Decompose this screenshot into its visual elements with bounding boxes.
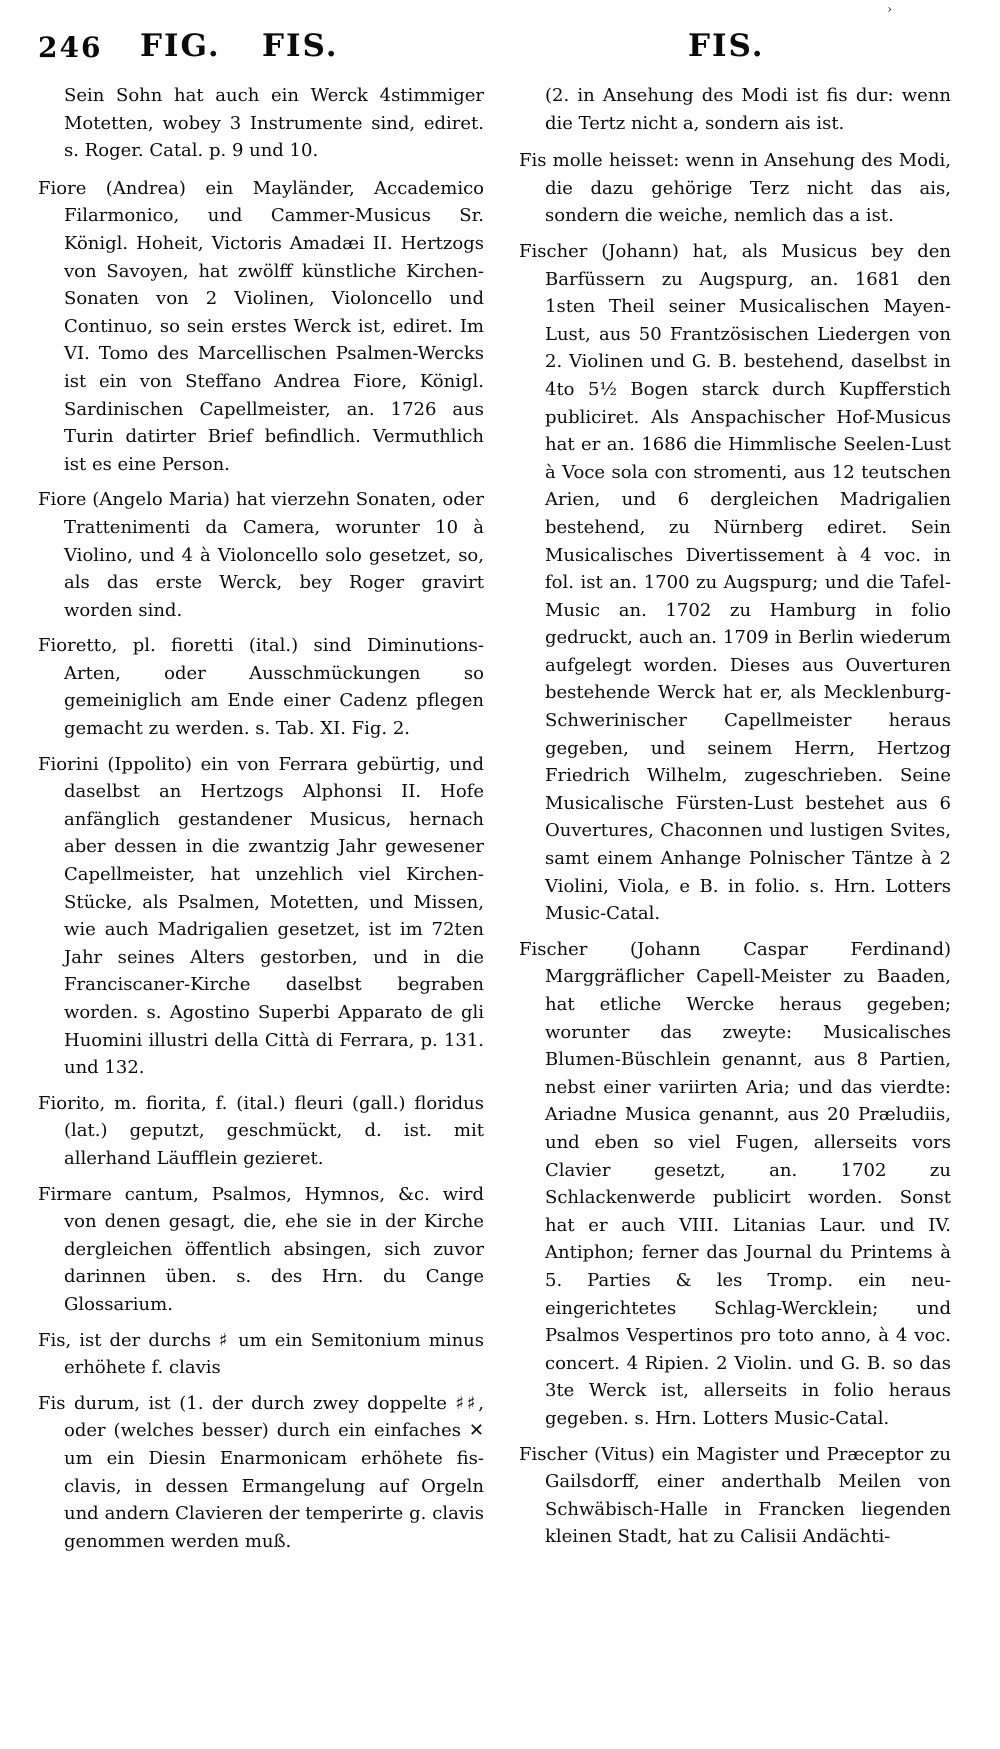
running-head-left-end: FIS.: [262, 28, 339, 64]
dictionary-entry: Fischer (Vitus) ein Magister und Præceptor zu Gailsdorff, einer anderthalb Meilen von Schwäbisch-Halle in Francken liegenden kleinen Stadt, hat zu Calisii Andächti-: [519, 1443, 951, 1548]
dictionary-entry: Fiore (Angelo Maria) hat vierzehn Sonaten, oder Trattenimenti da Camera, worunter 10 à Violino, und 4 à Violoncello solo gesetzet, so, als das erste Werck, bey Roger gravirt worden sind.: [38, 489, 484, 621]
dictionary-entry: Fis, ist der durchs ♯ um ein Semitonium minus erhöhete f. clavis: [38, 1329, 484, 1379]
entry-continuation: (2. in Ansehung des Modi ist fis dur: wenn die Tertz nicht a, sondern ais ist.: [545, 85, 951, 134]
page-number: 246: [38, 31, 103, 64]
dictionary-entry: Fis molle heisset: wenn in Ansehung des Modi, die dazu gehörige Terz nicht das ais, sondern die weiche, nemlich das a ist.: [519, 150, 951, 227]
running-head-left-start: FIG.: [140, 28, 221, 64]
dictionary-entry: Fis durum, ist (1. der durch zwey doppelte ♯♯, oder (welches besser) durch ein einfaches ✕ um ein Diesin Enarmonicam erhöhete fis-clavis, in dessen Ermangelung auf Orgeln und andern Clavieren der temperirte g. clavis genommen werden muß.: [38, 1392, 484, 1552]
left-column: [38, 82, 484, 1742]
dictionary-entry: Sein Sohn hat auch ein Werck 4stimmiger Motetten, wobey 3 Instrumente sind, ediret. s. Roger. Catal. p. 9 und 10.: [64, 85, 484, 162]
dictionary-entry: Fischer (Johann) hat, als Musicus bey den Barfüssern zu Augspurg, an. 1681 den 1sten Theil seiner Musicalischen Mayen-Lust, aus 50 Frantzösischen Liedergen von 2. Violinen und G. B. bestehend, daselbst in 4to 5½ Bogen starck durch Kupfferstich publiciret. Als Anspachischer Hof-Musicus hat er an. 1686 die Himmlische Seelen-Lust à Voce sola con stromenti, aus 12 teutschen Arien, und 6 dergleichen Madrigalien bestehend, zu Nürnberg ediret. Sein Musicalisches Divertissement à 4 voc. in fol. ist an. 1700 zu Augspurg; und die Tafel-Music an. 1702 zu Hamburg in folio gedruckt, auch an. 1709 in Berlin wiederum aufgelegt worden. Dieses aus Ouverturen bestehende Werck hat er, als Mecklenburg-Schwerinischer Capellmeister heraus gegeben, und seinem Herrn, Hertzog Friedrich Wilhelm, zugeschrieben. Seine Musicalische Fürsten-Lust bestehet aus 6 Ouvertures, Chaconnen und lustigen Svites, samt einem Anhange Polnischer Täntze à 2 Violini, Viola, e B. in folio. s. Hrn. Lotters Music-Catal.: [519, 240, 951, 925]
dictionary-entry: Fioretto, pl. fioretti (ital.) sind Diminutions-Arten, oder Ausschmückungen so gemeiniglich am Ende einer Cadenz pflegen gemacht zu werden. s. Tab. XI. Fig. 2.: [38, 635, 484, 740]
dictionary-entry: Fiorito, m. fiorita, f. (ital.) fleuri (gall.) floridus (lat.) geputzt, geschmückt, d. ist. mit allerhand Läufflein gezieret.: [38, 1092, 484, 1169]
right-column: [519, 82, 951, 1742]
dictionary-entry: Firmare cantum, Psalmos, Hymnos, &c. wird von denen gesagt, die, ehe sie in der Kirche dergleichen öffentlich absingen, sich zuvor darinnen üben. s. des Hrn. du Cange Glossarium.: [38, 1183, 484, 1315]
margin-mark: ›: [887, 2, 892, 16]
dictionary-entry: Fiore (Andrea) ein Mayländer, Accademico Filarmonico, und Cammer-Musicus Sr. Königl. Hoheit, Victoris Amadæi II. Hertzogs von Savoyen, hat zwölff künstliche Kirchen-Sonaten von 2 Violinen, Violoncello und Continuo, so sein erstes Werck ist, ediret. Im VI. Tomo des Marcellischen Psalmen-Wercks ist ein von Steffano Andrea Fiore, Königl. Sardinischen Capellmeister, an. 1726 aus Turin datirter Brief befindlich. Vermuthlich ist es eine Person.: [38, 177, 484, 475]
dictionary-entry: Fiorini (Ippolito) ein von Ferrara gebürtig, und daselbst an Hertzogs Alphonsi II. Hofe anfänglich gestandener Musicus, hernach aber dessen in die zwantzig Jahr gewesener Capellmeister, hat unzehlich viel Kirchen-Stücke, als Psalmen, Motetten, und Missen, wie auch Madrigalien gesetzet, ist im 72ten Jahr seines Alters gestorben, und in die Franciscaner-Kirche daselbst begraben worden. s. Agostino Superbi Apparato de gli Huomini illustri della Città di Ferrara, p. 131. und 132.: [38, 753, 484, 1079]
dictionary-entry: Fischer (Johann Caspar Ferdinand) Marggräflicher Capell-Meister zu Baaden, hat etliche Wercke heraus gegeben; worunter das zweyte: Musicalisches Blumen-Büschlein genannt, aus 8 Partien, nebst einer variirten Aria; und das vierdte: Ariadne Musica genannt, aus 20 Præludiis, und eben so viel Fugen, allerseits vors Clavier gesetzt, an. 1702 zu Schlackenwerde publicirt worden. Sonst hat er auch VIII. Litanias Laur. und IV. Antiphon; ferner das Journal du Printems à 5. Parties & les Tromp. ein neu-eingerichtetes Schlag-Wercklein; und Psalmos Vespertinos pro toto anno, à 4 voc. concert. 4 Ripien. 2 Violin. und G. B. so das 3te Werck ist, allerseits in folio heraus gegeben. s. Hrn. Lotters Music-Catal.: [519, 938, 951, 1429]
running-head-right: FIS.: [688, 28, 765, 64]
